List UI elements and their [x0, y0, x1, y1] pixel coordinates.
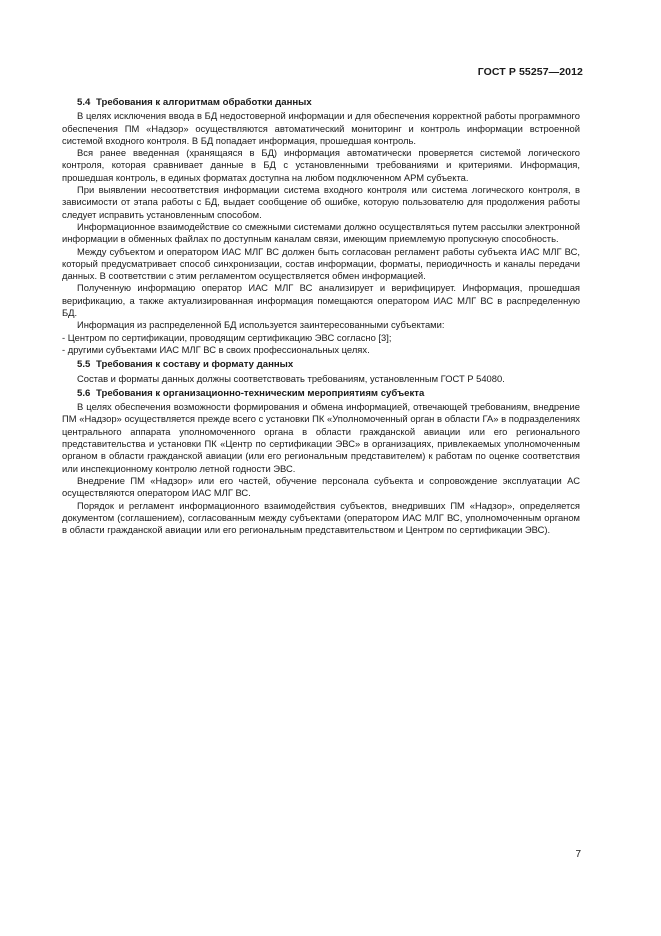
document-code: ГОСТ Р 55257—2012	[477, 66, 583, 78]
section-title: Требования к организационно-техническим мероприятиям субъекта	[96, 387, 425, 399]
section-number: 5.4	[77, 97, 91, 108]
paragraph: Информационное взаимодействие со смежными системами должно осуществляться путем рассылки электронной информации в обменных файлах по доступным каналам связи, имеющим приемлемую пропускную способность.	[62, 220, 580, 245]
paragraph: Порядок и регламент информационного взаимодействия субъектов, внедривших ПМ «Надзор», определяется документом (соглашением), согласованным между субъектами (оператором ИАС МЛГ ВС, уполномоченным органом в области гражданской авиации или его региональным представительством и Центром по сертификации ЭВС).	[62, 499, 580, 536]
section-number: 5.5	[77, 359, 91, 371]
section-number: 5.6	[77, 387, 91, 399]
paragraph: Между субъектом и оператором ИАС МЛГ ВС должен быть согласован регламент работы субъекта ИАС МЛГ ВС, который предусматривает способ синхронизации, состав информации, форматы, периодичность и каналы передачи данных. В соответствии с этим регламентом осуществляется обмен информацией.	[62, 245, 580, 282]
list-item: - другими субъектами ИАС МЛГ ВС в своих профессиональных целях.	[62, 343, 370, 355]
paragraph: Вся ранее введенная (хранящаяся в БД) информация автоматически проверяется системой логического контроля, которая сравнивает данные в БД с установленными требованиями и критериями. Информация, прошедшая контроль, в единых форматах доступна на любом подключенном АРМ субъекта.	[62, 147, 580, 183]
paragraph: В целях обеспечения возможности формирования и обмена информацией, отвечающей требованиям, внедрение ПМ «Надзор» осуществляется прежде всего с установки ПК «Уполномоченный орган в области ГА» в подразделениях центрального аппарата уполномоченного органа в области гражданской авиации или его регионального представительства и установки ПК «Центр по сертификации ЭВС» в организациях, привлекаемых уполномоченным органом в области гражданской авиации (или его региональным представителем) к работам по оценке соответствия или инспекционному контролю летной годности ЭВС.	[62, 401, 580, 474]
section-heading-5-4	[62, 97, 580, 109]
paragraph: При выявлении несоответствия информации система входного контроля или система логического контроля, в зависимости от этапа работы с БД, выдает сообщение об ошибке, которую пользователю для продолжения работы следует исправить установленным способом.	[62, 184, 580, 220]
section-heading-5-6	[62, 388, 580, 400]
document-body	[62, 97, 580, 536]
page-number: 7	[575, 849, 581, 860]
paragraph: Полученную информацию оператор ИАС МЛГ ВС анализирует и верифицирует. Информация, прошедшая верификацию, а также актуализированная информация помещаются оператором ИАС МЛГ ВС в распределенную БД.	[62, 282, 580, 319]
section-heading-5-5	[62, 359, 580, 371]
section-title: Требования к составу и формату данных	[96, 359, 294, 371]
section-title: Требования к алгоритмам обработки данных	[96, 97, 312, 108]
list-item: - Центром по сертификации, проводящим сертификацию ЭВС согласно [3];	[62, 331, 392, 343]
paragraph: Состав и форматы данных должны соответствовать требованиям, установленным ГОСТ Р 54080.	[77, 372, 505, 384]
paragraph: Информация из распределенной БД используется заинтересованными субъектами:	[77, 319, 445, 331]
paragraph: В целях исключения ввода в БД недостоверной информации и для обеспечения корректной работы программного обеспечения ПМ «Надзор» осуществляются автоматический мониторинг и контроль информации встроенной системой входного контроля. В БД попадает информация, прошедшая контроль.	[62, 110, 580, 146]
paragraph: Внедрение ПМ «Надзор» или его частей, обучение персонала субъекта и сопровождение эксплуатации АС осуществляются оператором ИАС МЛГ ВС.	[62, 474, 580, 499]
